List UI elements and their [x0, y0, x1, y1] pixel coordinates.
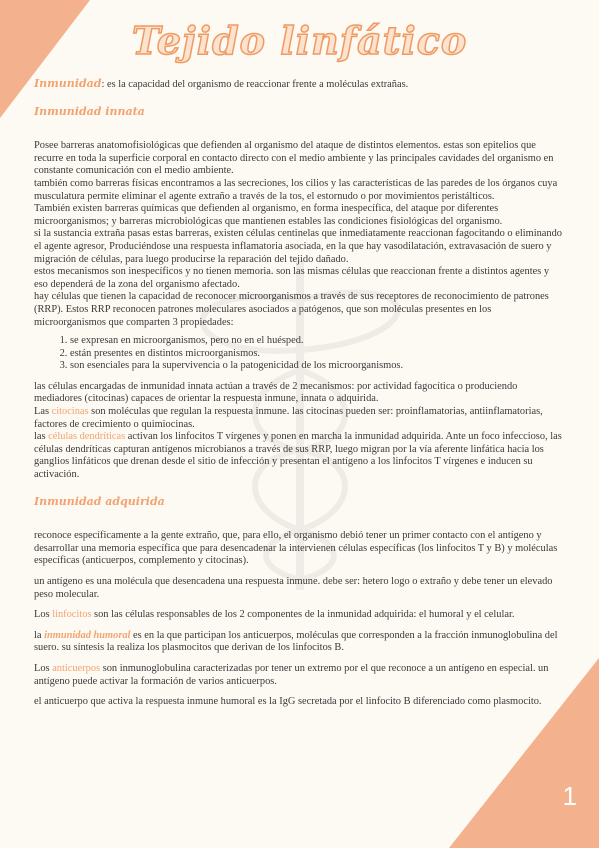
acquired-paragraph-6: el anticuerpo que activa la respuesta inmune humoral es la IgG secretada por el linfocito B diferenciado como plasmocito.: [34, 696, 542, 708]
acquired-paragraph-3: [34, 609, 563, 622]
text-segment: son inmunoglobulina caracterizadas por tener un extremo por el que reconoce a un antígeno en especial. un antígeno puede activar la formación de varios anticuerpos.: [34, 662, 549, 687]
list-item: 1. se expresan en microorganismos, pero no en el huésped.: [70, 335, 563, 348]
text-segment: son moléculas que regulan la respuesta inmune. las citocinas pueden ser: proinflamatorias, antiinflamatorias, factores de crecimiento o quimiocinas.: [34, 406, 543, 430]
innate-paragraph-7: las células encargadas de inmunidad innata actúan a través de 2 mecanismos: por actividad fagocítica o produciendo mediadores (citocinas) capaces de orientar la respuesta inmune, innata o adquirida.: [34, 380, 518, 405]
text-segment: son las células responsables de los 2 componentes de la inmunidad adquirida: el humoral y el celular.: [91, 609, 515, 621]
innate-heading: Inmunidad innata: [34, 104, 145, 118]
innate-paragraph-5: estos mecanismos son inespecíficos y no tienen memoria. son las mismas células que reaccionan frente a distintos agentes y eso dependerá de la zona del organismo afectado.: [34, 266, 550, 290]
text-segment: Las: [34, 406, 52, 418]
innate-paragraph-9: [34, 431, 563, 481]
text-segment: activan los linfocitos T vírgenes y ponen en marcha la inmunidad adquirida. Ante un foco infeccioso, las células dendríticas capturan antígenos microbianos a través de sus RRP, luego migran por la vía aferente linfática hacia los ganglios linfáticos que drenan desde el sitio de infección y presentan el antígeno a los linfocitos T vírgenes e inducen su activación.: [34, 431, 562, 481]
innate-paragraph-2: también como barreras físicas encontramos a las secreciones, los cilios y las características de las paredes de los órganos cuya musculatura permite eliminar el agente extraño a través de la tos, el estornudo o por movimientos peristálticos.: [34, 177, 558, 202]
innate-paragraph-3: También existen barreras químicas que defienden al organismo, en forma inespecífica, del ataque por diferentes microorganismos; y barreras microbiológicas que mantienen estables las condiciones fisiológicas del organismo.: [34, 203, 503, 227]
page-title: Tejido linfático: [131, 18, 468, 63]
highlighted-term-humoral: inmunidad humoral: [44, 629, 131, 641]
acquired-heading: Inmunidad adquirida: [34, 494, 165, 508]
innate-paragraph-1: Posee barreras anatomofisiológicas que defienden al organismo del ataque de distintos elementos. estas son epitelios que recurre en toda la superficie corporal en contacto directo con el medio ambiente y las principales cavidades del organismo en constante comunicación con el medio ambiente.: [34, 140, 554, 177]
intro-text: : es la capacidad del organismo de reaccionar frente a moléculas extrañas.: [101, 79, 409, 90]
list-item: 2. están presentes en distintos microorganismos.: [70, 348, 563, 361]
highlighted-term-linfocitos: linfocitos: [52, 609, 92, 621]
properties-list: [34, 335, 563, 373]
acquired-paragraph-4: [34, 630, 563, 655]
highlighted-term-dendritic-cells: células dendríticas: [48, 431, 126, 443]
intro-definition: [34, 78, 563, 92]
list-item: 3. son esenciales para la supervivencia o la patogenicidad de los microorganismos.: [70, 360, 563, 373]
innate-paragraph-8: [34, 406, 563, 431]
acquired-paragraph-2: un antígeno es una molécula que desencadena una respuesta inmune. debe ser: hetero logo o extraño y debe tener un elevado peso molecular.: [34, 576, 553, 600]
innate-paragraph-6: hay células que tienen la capacidad de reconocer microorganismos a través de sus receptores de reconocimiento de patrones (RRP). Estos RRP reconocen patrones moleculares asociados a patógenos, que son moléculas presentes en los microorganismos que comparten 3 propiedades:: [34, 291, 549, 328]
page-number: 1: [562, 781, 577, 811]
intro-term: Inmunidad: [34, 77, 102, 90]
text-segment: Los: [34, 609, 53, 621]
text-segment: es en la que participan los anticuerpos, moléculas que corresponden a la fracción inmunoglobulina del suero. su síntesis la realiza los plasmocitos que derivan de los linfocitos B.: [34, 629, 558, 654]
text-segment: Los: [34, 662, 53, 674]
acquired-paragraph-1: reconoce específicamente a la gente extraño, que, para ello, el organismo debió tener un primer contacto con el antígeno y desarrollar una memoria específica que para desencadenar la intervienen células específicas (los linfocitos T y B) y moléculas específicas (anticuerpos, complemento y citocinas).: [34, 530, 558, 567]
acquired-paragraph-5: [34, 663, 563, 688]
highlighted-term-citocinas: citocinas: [51, 406, 89, 418]
highlighted-term-anticuerpos: anticuerpos: [52, 662, 101, 674]
innate-paragraph-4: si la sustancia extraña pasas estas barreras, existen células centinelas que inmediatamente reaccionan fagocitando o eliminando el agente agresor, Produciéndose una respuesta inflamatoria asociada, en la que hay vasodilatación, extravasación de suero y migración de células, para luego producirse la reparación del tejido dañado.: [34, 228, 562, 265]
text-segment: las: [34, 431, 49, 443]
document-body: [34, 78, 563, 709]
text-segment: la: [34, 629, 45, 641]
